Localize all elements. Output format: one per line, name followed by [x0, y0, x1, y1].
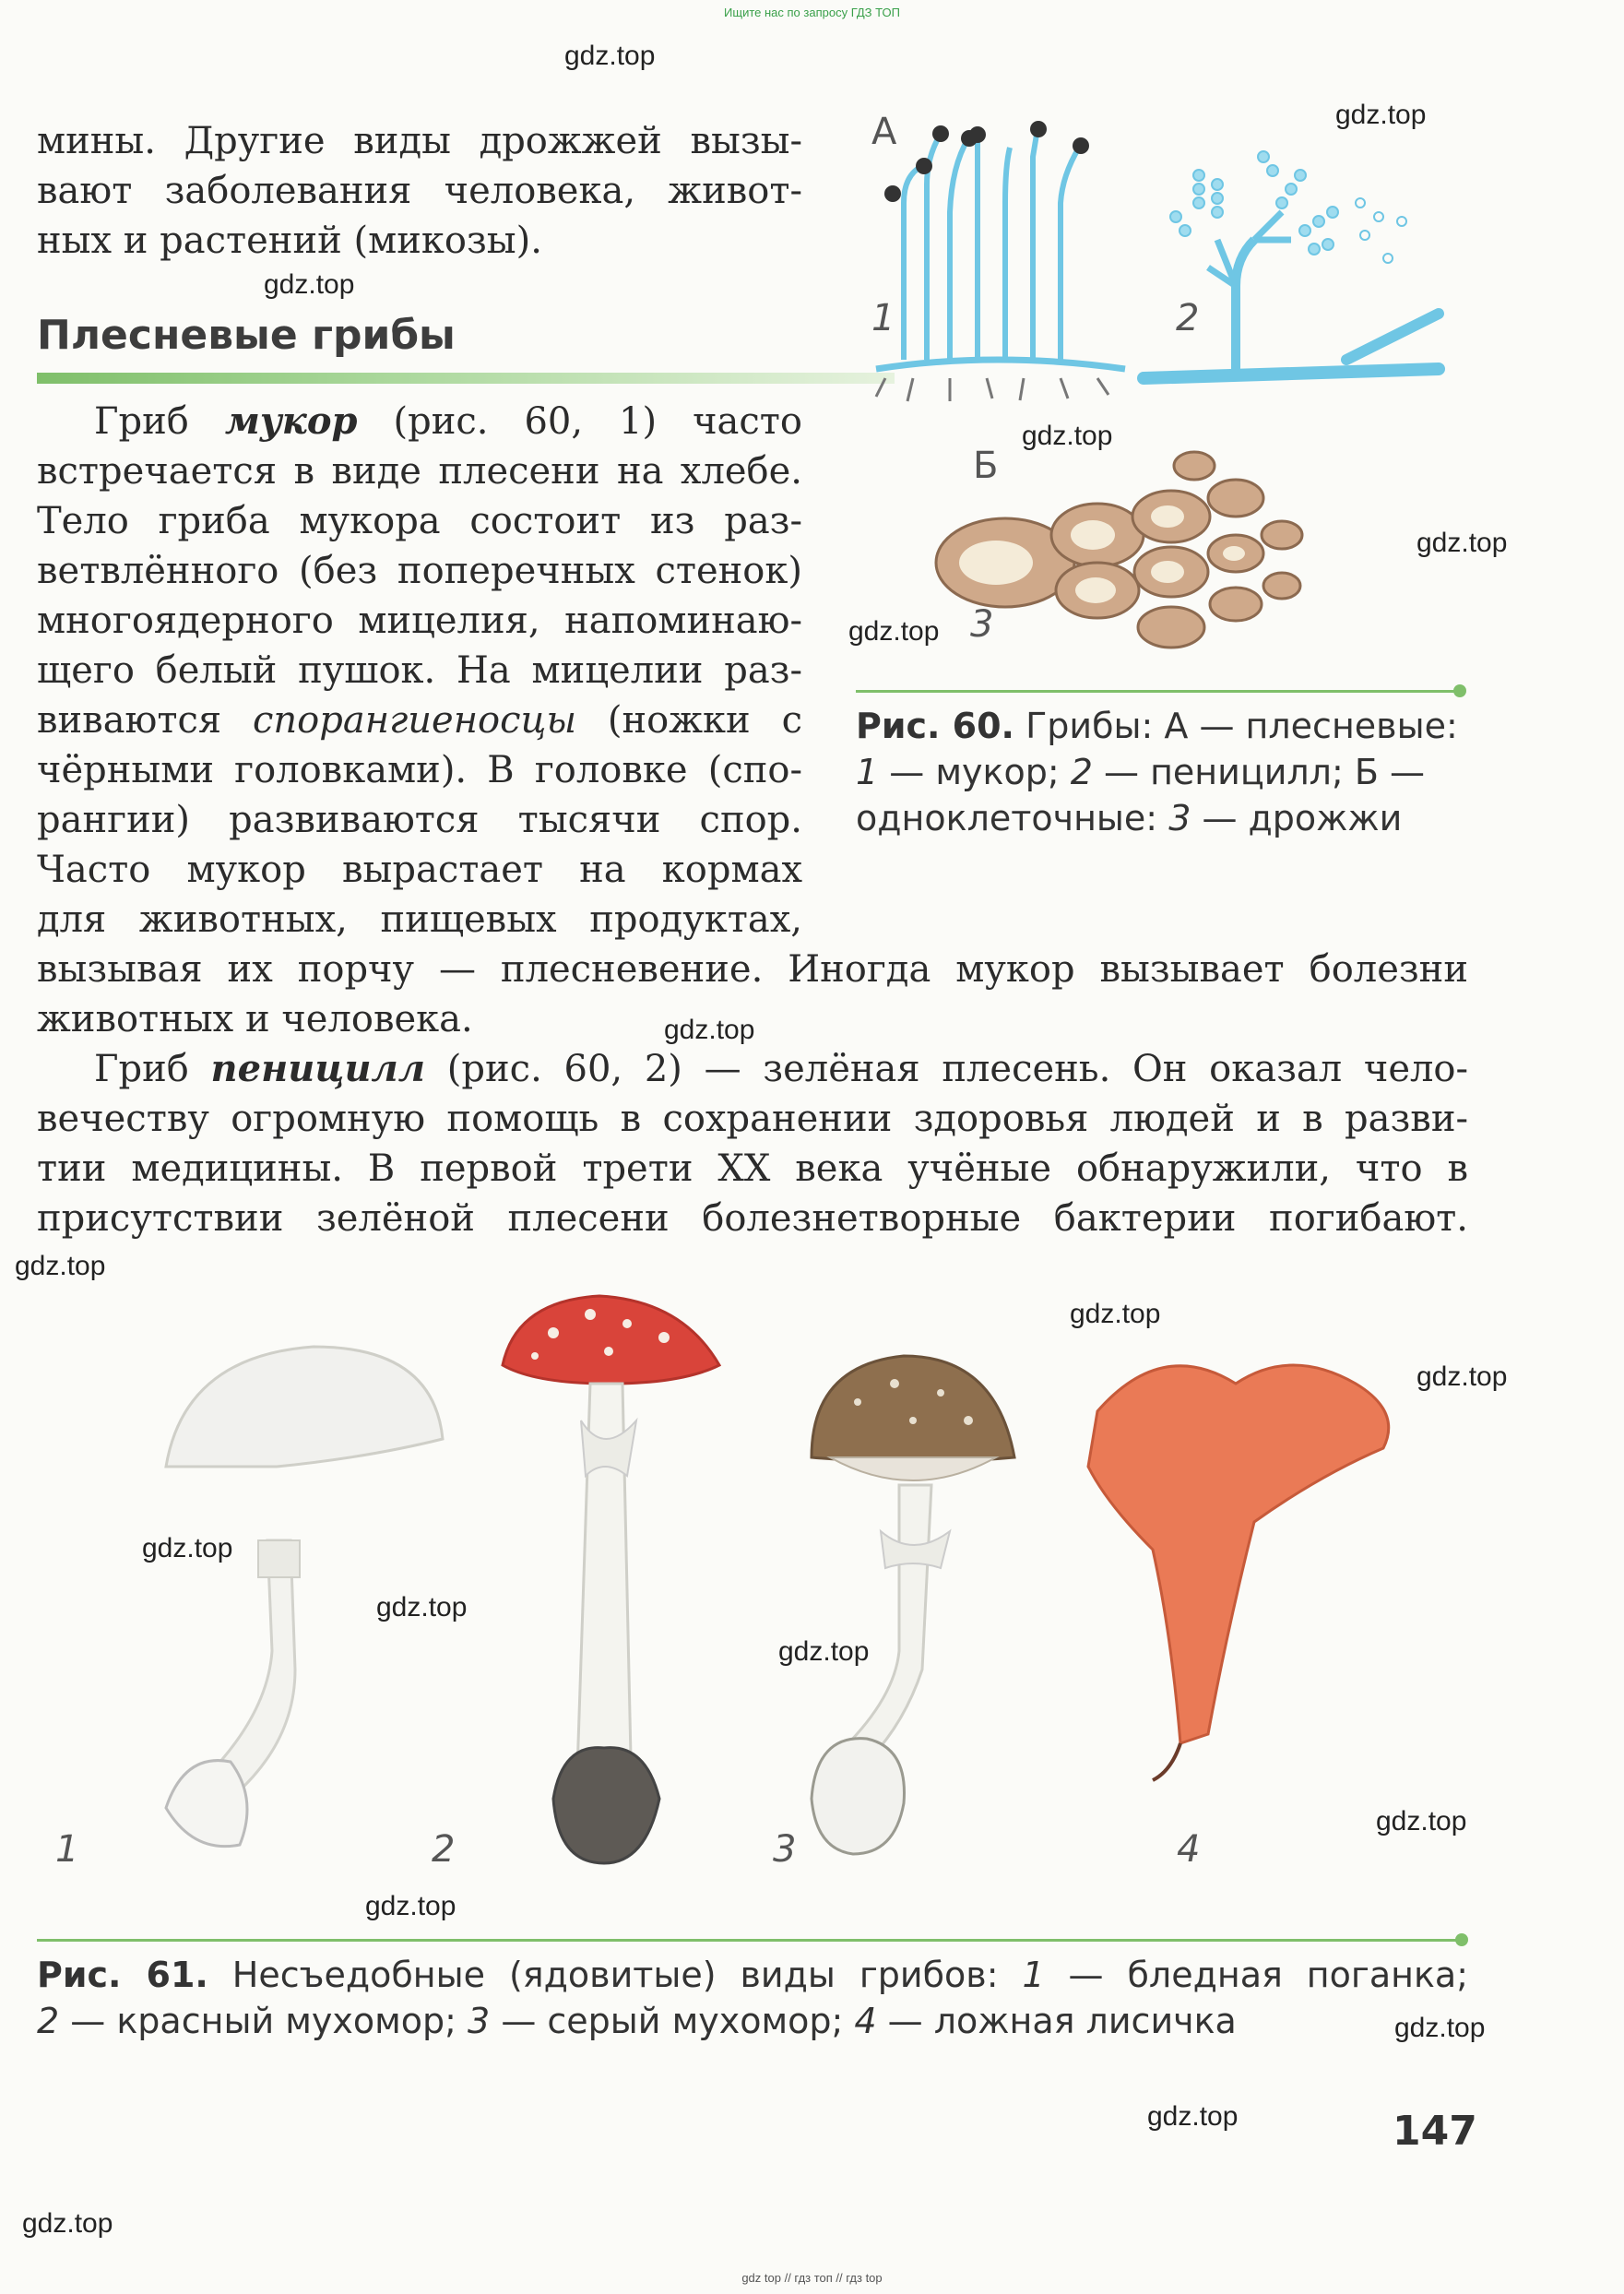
- watermark: gdz.top: [664, 1015, 755, 1045]
- text-fragment: (рис. 60, 2) — зелёная плесень. Он оказал чело-: [425, 1048, 1469, 1090]
- figure-61-number-3: 3: [773, 1828, 797, 1871]
- figure-61-number-2: 2: [432, 1828, 456, 1871]
- caption-number: 4: [854, 2001, 877, 2041]
- text-line: мины. Другие виды дрожжей вызы-: [37, 120, 802, 162]
- caption-title: Рис. 60.: [856, 706, 1014, 746]
- death-cap-mushroom: [166, 1347, 443, 1847]
- text-line: чёрными головками). В головке (спо-: [37, 749, 802, 791]
- text-line: вечеству огромную помощь в сохранении здоровья людей и в разви-: [37, 1098, 1468, 1140]
- section-title-underline: [37, 373, 895, 384]
- caption-line: [856, 795, 1458, 841]
- section-title: Плесневые грибы: [37, 312, 456, 359]
- watermark: gdz.top: [1376, 1806, 1467, 1836]
- caption-number: 3: [468, 2001, 491, 2041]
- caption-line: [37, 1998, 1468, 2044]
- watermark: gdz.top: [365, 1891, 456, 1921]
- caption-number: 2: [1070, 752, 1093, 792]
- text-line: [37, 1044, 1468, 1094]
- caption-line: [856, 749, 1458, 795]
- text-fragment: Гриб: [94, 400, 225, 443]
- term-mukor: мукор: [224, 399, 358, 443]
- text-line: вызывая их порчу — плесневение. Иногда мукор вызывает болезни: [37, 948, 1468, 991]
- figure-60-number-1: 1: [871, 297, 895, 339]
- figure-61-illustration: [129, 1282, 1457, 1909]
- figure-60-number-2: 2: [1176, 297, 1200, 339]
- caption-text: Несъедобные (ядовитые) виды грибов:: [231, 1955, 1023, 1995]
- text-fragment: (ножки с: [576, 699, 802, 742]
- figure-60-rule: [856, 690, 1460, 693]
- watermark: gdz.top: [1070, 1299, 1161, 1329]
- text-fragment: виваются: [37, 699, 254, 742]
- text-line: Часто мукор вырастает на кормах: [37, 849, 802, 891]
- false-chanterelle-mushroom: [1088, 1365, 1389, 1780]
- text-line: присутствии зелёной плесени болезнетворные бактерии погибают.: [37, 1197, 1468, 1240]
- bottom-banner: gdz top // гдз топ // гдз top: [741, 2271, 883, 2285]
- watermark: gdz.top: [1417, 528, 1508, 558]
- term-penicill: пеницилл: [210, 1047, 426, 1090]
- figure-60-number-3: 3: [970, 603, 994, 646]
- figure-61-caption: [37, 1952, 1468, 2044]
- figure-61-number-4: 4: [1177, 1828, 1201, 1871]
- watermark: gdz.top: [376, 1592, 468, 1622]
- watermark: gdz.top: [1417, 1361, 1508, 1392]
- figure-61-number-1: 1: [55, 1828, 79, 1871]
- top-banner: Ищите нас по запросу ГДЗ ТОП: [724, 6, 900, 19]
- caption-text: — пеницилл; Б —: [1092, 752, 1425, 792]
- caption-text: — дрожжи: [1191, 798, 1403, 838]
- text-line: животных и человека.: [37, 998, 473, 1040]
- red-fly-agaric-mushroom: [503, 1296, 719, 1863]
- watermark: gdz.top: [22, 2208, 113, 2239]
- watermark: gdz.top: [564, 41, 656, 71]
- caption-line: [856, 703, 1458, 749]
- caption-number: 3: [1168, 798, 1191, 838]
- sporangium-heads: [884, 121, 1089, 202]
- caption-text: — мукор;: [878, 752, 1071, 792]
- figure-61-rule-dot: [1455, 1933, 1468, 1946]
- text-line: ных и растений (микозы).: [37, 220, 542, 262]
- caption-line: [37, 1952, 1468, 1998]
- watermark: gdz.top: [1394, 2013, 1486, 2043]
- text-line: многоядерного мицелия, напоминаю-: [37, 600, 802, 642]
- caption-text: Грибы: А — плесневые:: [1025, 706, 1458, 746]
- watermark: gdz.top: [778, 1636, 870, 1667]
- caption-text: — ложная лисичка: [876, 2001, 1237, 2041]
- text-fragment: (рис. 60, 1) часто: [357, 400, 803, 443]
- text-line: рангии) развиваются тысячи спор.: [37, 799, 802, 841]
- figure-60-label-b: Б: [973, 445, 999, 487]
- watermark: gdz.top: [1335, 100, 1427, 130]
- mukor-paragraph: [37, 397, 802, 945]
- watermark: gdz.top: [264, 269, 355, 300]
- caption-text: — бледная поганка;: [1044, 1955, 1469, 1995]
- text-line: для животных, пищевых продуктах,: [37, 898, 802, 941]
- figure-60-label-a: А: [871, 111, 897, 153]
- watermark: gdz.top: [1022, 421, 1113, 451]
- text-line: встречается в виде плесени на хлебе.: [37, 450, 802, 493]
- caption-text: одноклеточные:: [856, 798, 1169, 838]
- caption-title: Рис. 61.: [37, 1955, 208, 1995]
- penicillium-illustration: [1144, 151, 1439, 378]
- text-line: вают заболевания человека, живот-: [37, 170, 802, 212]
- text-line: ветвлённого (без поперечных стенок): [37, 550, 802, 592]
- text-line: [37, 695, 802, 745]
- text-line: [37, 397, 802, 446]
- mucor-illustration: [876, 129, 1125, 401]
- grey-fly-agaric-mushroom: [812, 1356, 1014, 1854]
- watermark: gdz.top: [142, 1533, 233, 1563]
- caption-text: — серый мухомор;: [490, 2001, 855, 2041]
- page-number: 147: [1393, 2108, 1477, 2155]
- caption-text: — красный мухомор;: [59, 2001, 468, 2041]
- text-line: щего белый пушок. На мицелии раз-: [37, 649, 802, 692]
- caption-number: 1: [1022, 1955, 1045, 1995]
- watermark: gdz.top: [1147, 2101, 1239, 2132]
- caption-number: 2: [37, 2001, 60, 2041]
- term-sporangiophores: спорангиеносцы: [253, 699, 577, 742]
- watermark: gdz.top: [848, 616, 940, 647]
- caption-number: 1: [856, 752, 879, 792]
- figure-60-illustration: [848, 101, 1476, 655]
- figure-61-rule: [37, 1939, 1463, 1942]
- text-fragment: Гриб: [94, 1048, 211, 1090]
- watermark: gdz.top: [15, 1251, 106, 1281]
- intro-paragraph: [37, 116, 802, 266]
- figure-60-caption: [856, 703, 1458, 841]
- mukor-paragraph-wide: [37, 945, 1468, 1044]
- text-line: Тело гриба мукора состоит из раз-: [37, 500, 802, 542]
- figure-60-rule-dot: [1453, 684, 1466, 697]
- text-line: тии медицины. В первой трети XX века учёные обнаружили, что в: [37, 1147, 1468, 1190]
- penicill-paragraph: [37, 1044, 1468, 1243]
